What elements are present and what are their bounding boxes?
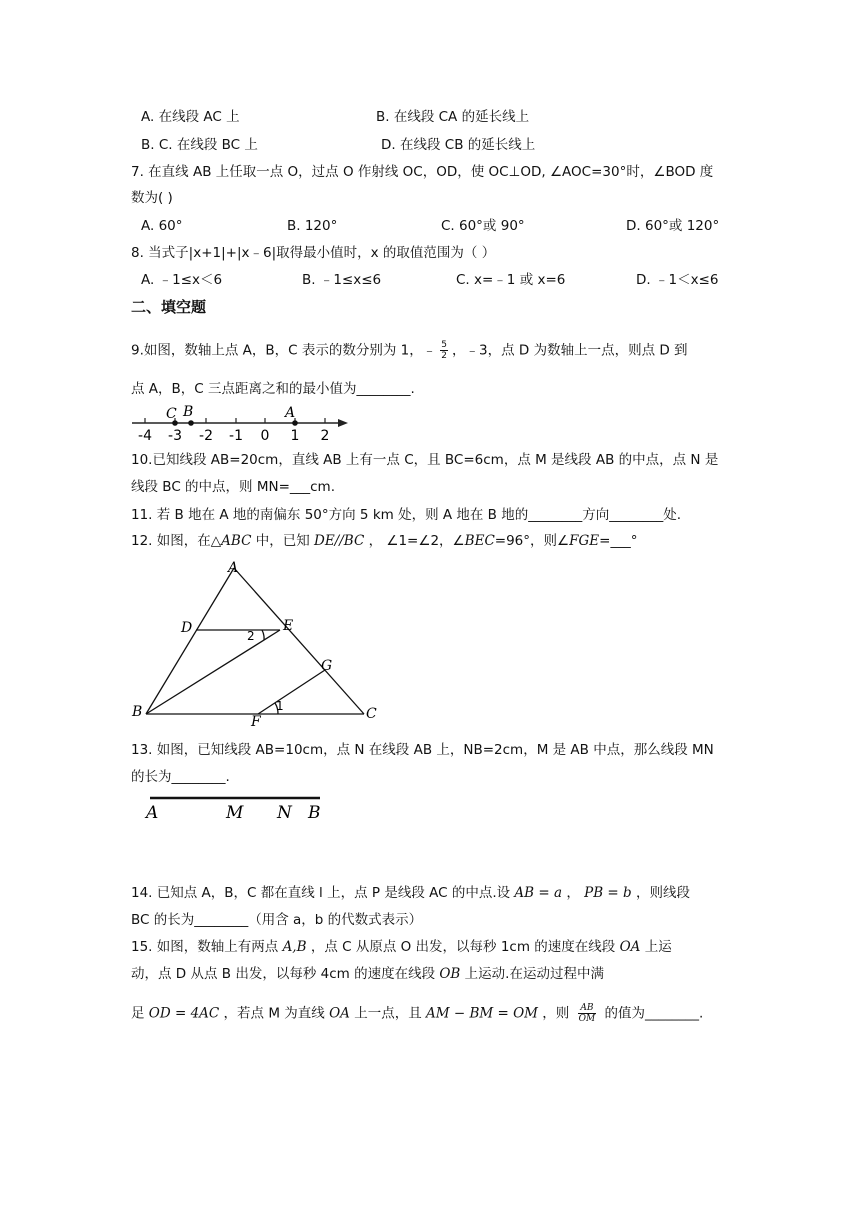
q9-tick-label: 0 [260,428,270,444]
q13-label-b: B [308,803,321,823]
q6-option-c: B. C. 在线段 BC 上 [141,137,258,153]
q9-tick-label: 2 [320,428,330,444]
q15-text-g: ，若点 M 为直线 [219,1005,330,1022]
q13-stem-line2: 的长为________. [131,769,230,785]
q9-text-b: ，﹣3，点 D 为数轴上一点，则点 D 到 [452,342,688,359]
q9-number-line-figure [128,402,358,446]
q12-fge: FGE [569,533,600,549]
q12-label-d: D [181,620,193,636]
q14-text-b: ，则线段 [631,885,690,901]
q9-point-b-dot [188,420,194,426]
q9-label-b: B [183,404,194,420]
q7-option-d: D. 60°或 120° [626,218,720,234]
q13-segment-figure [140,792,340,824]
q15-math-ob: OB [439,966,461,982]
q12-text-a: 12. 如图，在 [131,533,211,549]
q15-stem-line2 [131,964,604,984]
q12-text-b: 中，已知 [251,533,314,549]
q13-stem-line1: 13. 如图，已知线段 AB=10cm，点 N 在线段 AB 上，NB=2cm，M 是 AB 中点，那么线段 MN [131,742,714,758]
q12-bec: BEC [464,533,495,549]
q9-stem-line1 [131,340,688,361]
q12-stem [131,531,637,551]
q15-text-c: 上运 [640,939,672,955]
q9-tick-label: -2 [199,428,213,444]
q6-option-d: D. 在线段 CB 的延长线上 [381,137,536,153]
q12-label-e: E [283,618,294,634]
q9-tick-label: -3 [168,428,182,444]
q14-stem-line2: BC 的长为________（用含 a，b 的代数式表示） [131,912,423,928]
q10-stem-line2: 线段 BC 的中点，则 MN=___cm. [131,479,335,495]
q12-label-angle1: 1 [276,699,284,713]
q7-option-c: C. 60°或 90° [441,218,525,234]
q9-frac-num: 5 [441,340,447,350]
q12-segment-be [146,630,280,714]
q12-text-d: =96°，则∠ [494,533,570,549]
q11-stem: 11. 若 B 地在 A 地的南偏东 50°方向 5 km 处，则 A 地在 B 地的________方向________处. [131,507,682,523]
q15-math-cond: OD = 4AC [148,1005,220,1022]
q10-stem-line1: 10.已知线段 AB=20cm，直线 AB 上有一点 C，且 BC=6cm，点 M 是线段 AB 的中点，点 N 是 [131,452,719,468]
q15-math-ab: A,B [282,939,307,955]
q12-side-ab [146,568,234,714]
q8-option-b: B. ﹣1≤x≤6 [302,272,382,288]
q15-fraction [578,1003,597,1024]
q9-frac-den: 2 [441,351,447,361]
q12-label-g: G [321,658,333,674]
q8-stem: 8. 当式子|x+1|+|x﹣6|取得最小值时，x 的取值范围为（ ） [131,245,496,261]
q13-label-m: M [226,803,244,823]
q15-math-oa: OA [619,939,641,955]
q9-axis-arrow [338,419,348,427]
q15-frac-den: OM [578,1014,596,1024]
q8-option-c: C. x=﹣1 或 x=6 [456,272,566,288]
q9-fraction [440,340,448,361]
q9-tick-label: -1 [229,428,243,444]
q8-option-a: A. ﹣1≤x＜6 [141,272,223,288]
q9-label-c: C [166,406,177,422]
q12-label-c: C [366,706,377,722]
q9-text-a: 9.如图，数轴上点 A，B，C 表示的数分别为 1，﹣ [131,342,437,359]
q15-text-e: 上运动.在运动过程中满 [460,966,604,982]
q9-tick-label: 1 [290,428,300,444]
q12-angle2-arc [262,630,264,640]
section-heading: 二、填空题 [131,298,207,316]
q14-sep: ， [562,885,585,901]
q12-triangle: △ABC [210,533,252,549]
q15-text-d: 动，点 D 从点 B 出发，以每秒 4cm 的速度在线段 [131,966,440,982]
q8-option-d: D. ﹣1＜x≤6 [636,272,719,288]
q7-stem-line2: 数为( ) [131,190,173,206]
q12-segment-fg [258,670,325,714]
q9-label-a: A [285,405,296,421]
q15-text-b: ，点 C 从原点 O 出发，以每秒 1cm 的速度在线段 [306,939,620,955]
q15-math-oa2: OA [329,1005,350,1022]
q15-text-j: 的值为________. [600,1005,704,1022]
q12-label-b: B [132,704,143,720]
q13-label-n: N [277,803,292,823]
q6-option-b: B. 在线段 CA 的延长线上 [376,109,530,125]
q15-math-cond2: AM − BM = OM [426,1005,538,1022]
q9-stem-line2: 点 A，B，C 三点距离之和的最小值为________. [131,381,415,397]
q12-text-c: ， ∠1=∠2，∠ [364,533,465,549]
q12-triangle-figure [128,558,388,726]
q14-eq-pb: PB = b [584,885,632,901]
q15-text-a: 15. 如图，数轴上有两点 [131,939,283,955]
q6-option-a: A. 在线段 AC 上 [141,109,240,125]
q15-text-h: 上一点，且 [349,1005,426,1022]
q12-label-f: F [251,714,261,726]
q12-parallel: DE//BC [314,533,365,549]
q7-option-b: B. 120° [287,218,338,234]
q9-point-a-dot [292,420,298,426]
q15-stem-line3 [131,1003,703,1024]
q12-text-e: =___° [599,533,638,549]
q12-label-a: A [228,560,239,576]
q14-eq-ab: AB = a [514,885,563,901]
q7-stem-line1: 7. 在直线 AB 上任取一点 O，过点 O 作射线 OC，OD，使 OC⊥OD, ∠AOC=30°时，∠BOD 度 [131,164,714,180]
q9-tick-label: -4 [138,428,152,444]
q15-stem-line1 [131,937,672,957]
q15-frac-num: AB [578,1003,597,1014]
q13-label-a: A [146,803,159,823]
q14-stem-line1 [131,883,690,903]
q15-text-i: ，则 [538,1005,574,1022]
q15-text-f: 足 [131,1005,149,1022]
q12-label-angle2: 2 [247,629,255,643]
q7-option-a: A. 60° [141,218,183,234]
q14-text-a: 14. 已知点 A，B，C 都在直线 l 上，点 P 是线段 AC 的中点.设 [131,885,515,901]
